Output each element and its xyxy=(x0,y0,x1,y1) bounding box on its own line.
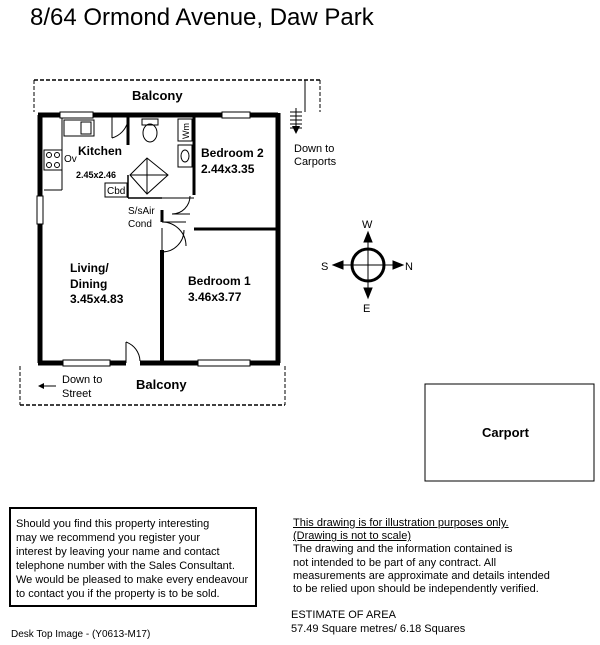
shower-icon xyxy=(130,158,168,194)
balcony-top-label: Balcony xyxy=(132,88,183,103)
compass-icon xyxy=(333,232,403,298)
cupboard-label: Cbd xyxy=(107,186,126,197)
oven-label: Ov xyxy=(64,154,77,165)
living-label-1: Living/ xyxy=(70,261,109,275)
disclaimer-line: to be relied upon should be independently verified. xyxy=(293,583,539,596)
enquiry-line: may we recommend you register your xyxy=(16,532,201,544)
arrow-left-street-icon xyxy=(38,383,56,389)
stove-icon xyxy=(44,150,62,170)
compass-e-label: E xyxy=(363,303,371,315)
carport-label: Carport xyxy=(482,425,529,440)
compass-w-label: W xyxy=(362,219,373,231)
disclaimer xyxy=(293,517,593,596)
aircon-label-2: Cond xyxy=(128,219,152,230)
basin-box xyxy=(178,145,192,167)
disclaimer-line: The drawing and the information contained is xyxy=(293,543,513,556)
bedroom2-size: 2.44x3.35 xyxy=(201,162,255,176)
aircon-label-1: S/sAir xyxy=(128,206,155,217)
estimate-heading: ESTIMATE OF AREA xyxy=(291,609,396,621)
down-to-carports-1: Down to xyxy=(294,143,335,155)
enquiry-line: telephone number with the Sales Consultant. xyxy=(16,560,235,572)
enquiry-line: Should you find this property interesting xyxy=(16,518,210,530)
enquiry-line: to contact you if the property is to be sold. xyxy=(16,588,220,600)
kitchen-label: Kitchen xyxy=(78,144,123,158)
down-to-carports-2: Carports xyxy=(294,156,337,168)
disclaimer-line: measurements are approximate and details intended xyxy=(293,569,550,582)
compass-s-label: S xyxy=(321,261,329,273)
toilet-icon xyxy=(143,124,157,142)
bedroom1-label: Bedroom 1 xyxy=(188,274,251,288)
living-label-2: Dining xyxy=(70,277,108,291)
estimate-value: 57.49 Square metres/ 6.18 Squares xyxy=(291,622,466,635)
disclaimer-heading: This drawing is for illustration purposes only. xyxy=(293,517,509,529)
arrow-down-carports-icon xyxy=(292,126,300,134)
kitchen-size: 2.45x2.46 xyxy=(76,170,117,180)
down-to-street-2: Street xyxy=(62,388,92,400)
down-to-street-1: Down to xyxy=(62,374,103,386)
wm-label: Wm xyxy=(181,123,191,139)
balcony-bottom-label: Balcony xyxy=(136,377,187,392)
compass-n-label: N xyxy=(405,261,413,273)
page-title: 8/64 Ormond Avenue, Daw Park xyxy=(30,4,374,31)
disclaimer-scale-note: (Drawing is not to scale) xyxy=(293,530,411,543)
enquiry-box xyxy=(9,507,257,607)
bedroom2-label: Bedroom 2 xyxy=(201,146,264,160)
enquiry-line: We would be pleased to make every endeavour xyxy=(16,574,249,586)
living-size: 3.45x4.83 xyxy=(70,292,124,306)
bedroom1-size: 3.46x3.77 xyxy=(188,290,242,304)
enquiry-line: interest by leaving your name and contact xyxy=(16,546,220,558)
footer-reference: Desk Top Image - (Y0613-M17) xyxy=(11,629,151,640)
area-estimate xyxy=(291,609,465,636)
disclaimer-line: not intended to be part of any contract. All xyxy=(293,556,497,569)
